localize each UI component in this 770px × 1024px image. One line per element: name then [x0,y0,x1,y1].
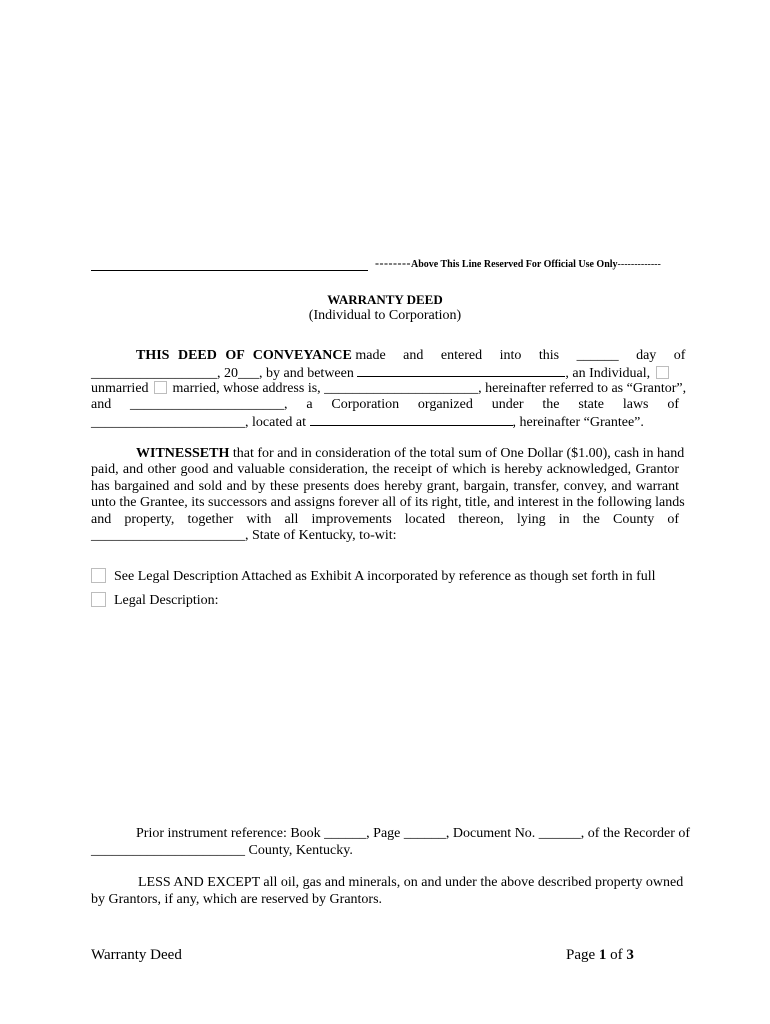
current-page: 1 [598,947,607,963]
footer-page-number: Page 1 of 3 [566,947,634,963]
conveyance-line-5: ______________________, located at , hereinafter “Grantee”. [91,415,644,430]
unmarried-checkbox[interactable] [154,381,167,394]
document-subtitle: (Individual to Corporation) [308,308,462,323]
conveyance-line-1: THIS DEED OF CONVEYANCE made and entered into this ______ day of [136,348,686,363]
total-pages: 3 [626,947,634,963]
witnesseth-line-5: and property, together with all improvements located thereon, lying in the County of [91,512,679,527]
official-use-text: Above This Line Reserved For Official Use Only [410,259,618,270]
grantee-address-blank[interactable] [310,413,513,426]
conveyance-line-4: and ______________________, a Corporation organized under the state laws of [91,397,679,412]
individual-checkbox[interactable] [656,366,669,379]
legal-description-checkbox[interactable] [91,592,106,607]
conveyance-line-2: __________________, 20___, by and between , an Individual, [91,364,679,382]
exhibit-option [91,568,656,585]
witnesseth-line-6: ______________________, State of Kentucky, to-wit: [91,528,397,543]
exhibit-option-label: See Legal Description Attached as Exhibit A incorporated by reference as though set forth in full [114,569,656,584]
prior-line-2: ______________________ County, Kentucky. [91,843,353,858]
official-use-line [91,270,368,271]
witnesseth-line-4: unto the Grantee, its successors and assigns forever all of its right, title, and interest in the following lands [91,495,685,510]
legal-description-label: Legal Description: [114,593,219,608]
witnesseth-line-3: has bargained and sold and by these presents does hereby grant, bargain, transfer, convey, and warrant [91,479,679,494]
conveyance-line-3: unmarried married, whose address is, ______________________, hereinafter referred to as “Grantor”, [91,381,687,396]
document-title: WARRANTY DEED [327,292,443,307]
legal-description-option [91,592,219,609]
witnesseth-line-2: paid, and other good and valuable consideration, the receipt of which is hereby acknowledged, Grantor [91,462,679,477]
official-use-note: --------Above This Line Reserved For Official Use Only------------- [375,256,661,270]
exhibit-a-checkbox[interactable] [91,568,106,583]
witnesseth-line-1: WITNESSETH that for and in consideration of the total sum of One Dollar ($1.00), cash in hand [136,446,685,461]
less-except-line-2: by Grantors, if any, which are reserved by Grantors. [91,892,383,907]
grantor-name-blank[interactable] [357,364,565,377]
less-except-line-1: LESS AND EXCEPT all oil, gas and minerals, on and under the above described property owned [138,875,684,890]
footer-document-name: Warranty Deed [91,947,182,963]
prior-line-1: Prior instrument reference: Book ______, Page ______, Document No. ______, of the Recorder of [136,826,691,841]
